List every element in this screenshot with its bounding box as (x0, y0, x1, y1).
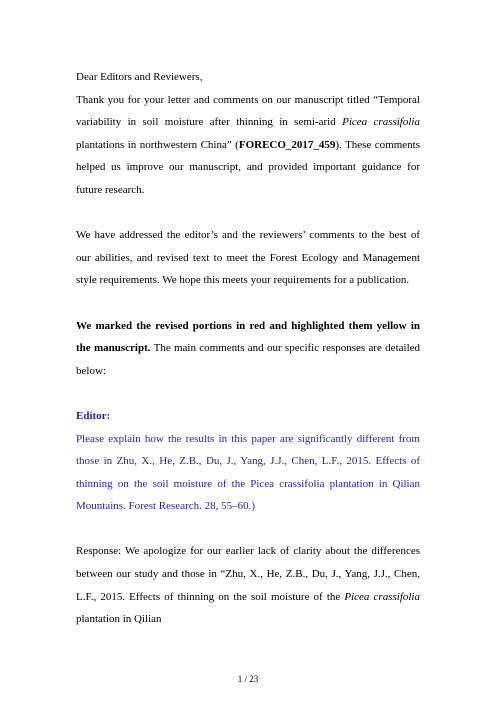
intro-paragraph (76, 89, 420, 202)
intro-text-1: Thank you for your letter and comments on our manuscript titled “Temporal variability in soil moisture after thinning in semi-arid (76, 93, 420, 129)
intro-text-2: plantations in northwestern China” ( (76, 138, 239, 151)
intro-text-3: ). These comments helped us improve our manuscript, and provided important guidance for future research. (76, 138, 421, 196)
paragraph-spacer (76, 292, 420, 315)
marked-paragraph (76, 315, 420, 383)
letter-body (76, 66, 420, 631)
editor-comment: Please explain how the results in this paper are significantly different from those in Zhu, X., He, Z.B., Du, J., Yang, J.J., Chen, L.F., 2015. Effects of thinning on the soil moisture of the Picea crassifolia plantation in Qilian Mountains. Forest Research. 28, 55–60.) (76, 432, 420, 513)
response-text-2: plantation in Qilian (76, 613, 162, 626)
paragraph-spacer (76, 382, 420, 405)
response-text-1: Response: We apologize for our earlier lack of clarity about the differences between our study and those in “Zhu, X., He, Z.B., Du, J., Yang, J.J., Chen, L.F., 2015. Effects of thinning on the soil moisture of the (76, 545, 420, 603)
manuscript-id: FORECO_2017_459 (238, 138, 336, 151)
marked-rest-text: The main comments and our specific responses are detailed below: (76, 342, 421, 377)
page-number: 1 / 23 (237, 674, 259, 684)
salutation: Dear Editors and Reviewers, (76, 71, 203, 83)
response-paragraph (76, 540, 420, 630)
editor-heading: Editor: (76, 409, 111, 422)
response-species-name: Picea crassifolia (344, 590, 420, 603)
marked-bold-text: We marked the revised portions in red and highlighted them yellow in the manuscript. (76, 319, 420, 355)
addressed-paragraph: We have addressed the editor’s and the reviewers’ comments to the best of our abilities, and revised text to meet the Forest Ecology and Management style requirements. We hope this meets your requirements for a publication. (76, 229, 420, 287)
paragraph-spacer (76, 518, 420, 541)
paragraph-spacer (76, 202, 420, 225)
species-name: Picea crassifolia (342, 116, 420, 129)
